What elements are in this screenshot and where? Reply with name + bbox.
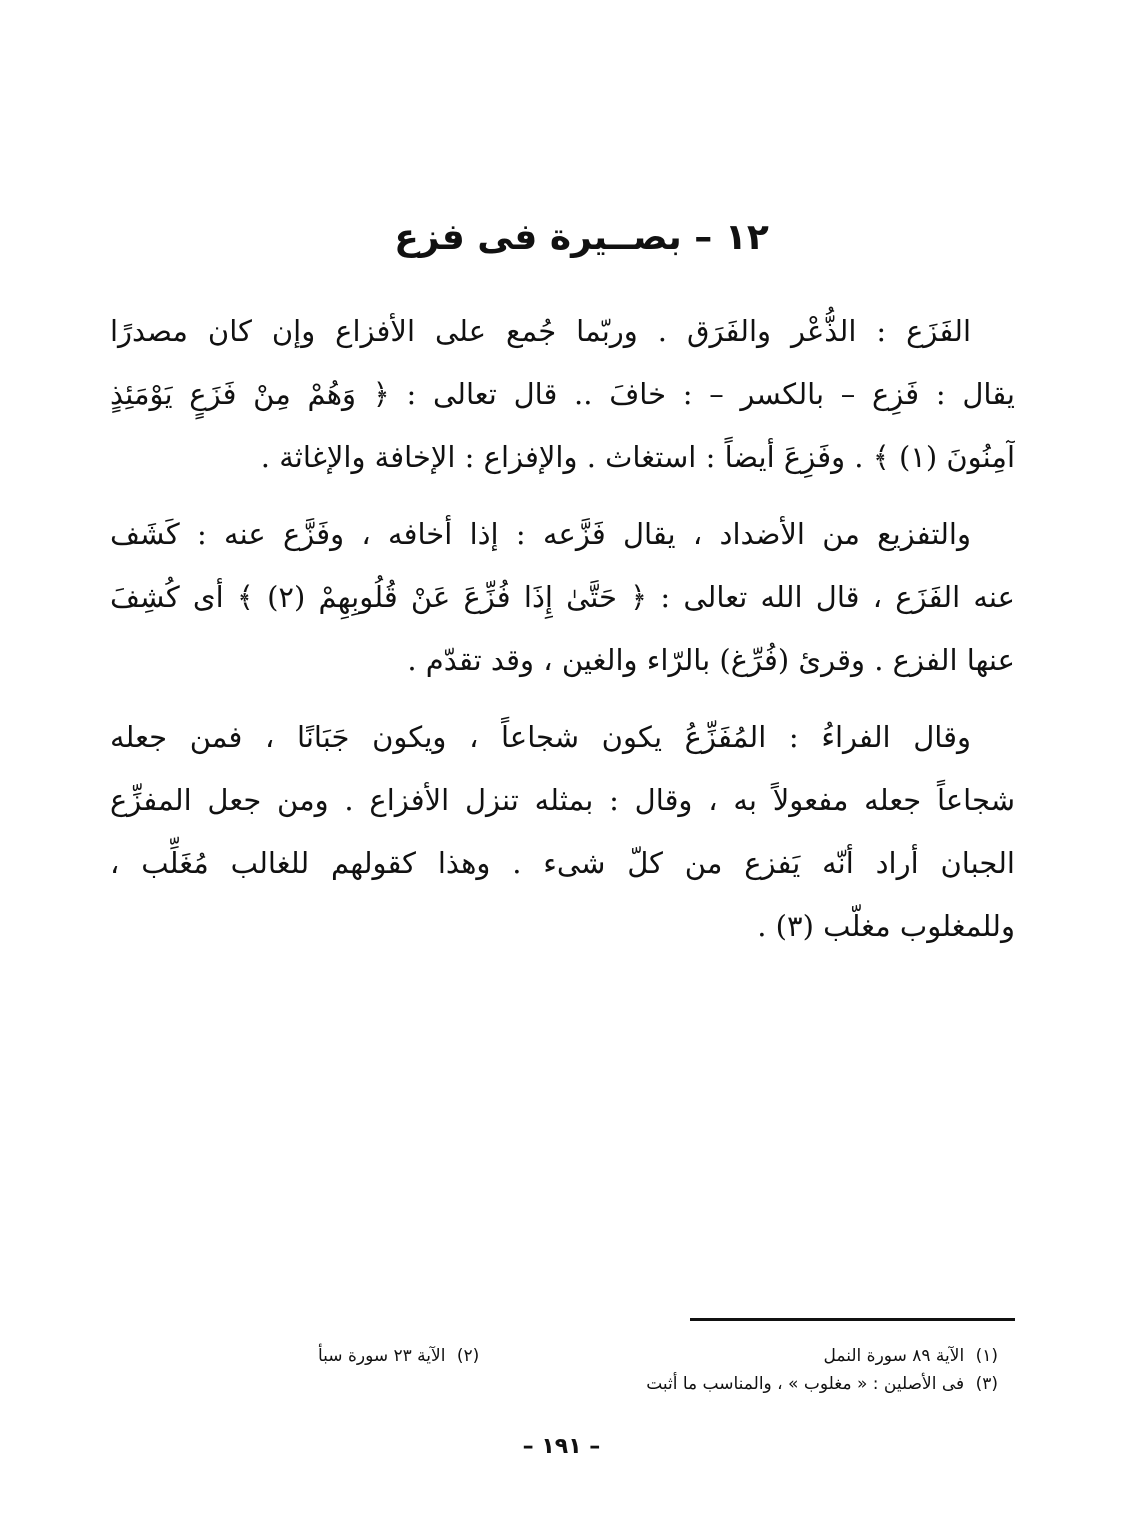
footnote-number: (١)	[975, 1346, 998, 1366]
footnote-2	[318, 1342, 479, 1370]
text-line: يقال : فَزِع – بالكسر – : خافَ .. قال تعالى : ﴿ وَهُمْ مِنْ فَزَعٍ يَوْمَئِذٍ	[110, 377, 1015, 411]
footnote-text: فى الأصلين : « مغلوب » ، والمناسب ما أثبت	[646, 1374, 965, 1394]
paragraph-2	[110, 503, 1015, 692]
footnote-row	[318, 1342, 998, 1370]
text-line: وللمغلوب مغلّب (٣) .	[757, 909, 1015, 943]
section-title: ١٢ – بصــيرة فى فزع	[394, 217, 769, 258]
page-number: – ١٩١ –	[522, 1434, 601, 1459]
body-text	[110, 300, 1015, 972]
paragraph-3	[110, 706, 1015, 958]
text-line: عنها الفزع . وقرئ (فُرِّغ) بالرّاء والغين ، وقد تقدّم .	[407, 643, 1015, 677]
text-line: آمِنُونَ (١) ﴾ . وفَزِعَ أيضاً : استغاث . والإفزاع : الإخافة والإغاثة .	[260, 440, 1015, 474]
paragraph-1	[110, 300, 1015, 489]
footnote-text: الآية ٢٣ سورة سبأ	[318, 1346, 446, 1366]
footnote-number: (٣)	[975, 1374, 998, 1394]
text-line: الجبان أراد أنّه يَفزع من كلّ شىء . وهذا كقولهم للغالب مُغَلِّب ،	[110, 846, 1015, 880]
text-line: عنه الفَزَع ، قال الله تعالى : ﴿ حَتَّىٰ إِذَا فُزِّعَ عَنْ قُلُوبِهِمْ (٢) ﴾ أى كُشِفَ	[110, 580, 1015, 614]
text-line: والتفزيع من الأضداد ، يقال فَزَّعه : إذا أخافه ، وفَزَّع عنه : كَشَف	[110, 517, 971, 551]
footnote-3	[646, 1370, 998, 1398]
footnote-text: الآية ٨٩ سورة النمل	[823, 1346, 965, 1366]
footnote-1	[824, 1342, 998, 1370]
footnote-row	[318, 1370, 998, 1398]
footnote-number: (٢)	[456, 1346, 480, 1366]
text-line: شجاعاً جعله مفعولاً به ، وقال : بمثله تنزل الأفزاع . ومن جعل المفزِّع	[110, 783, 1015, 817]
footnote-separator	[690, 1318, 1015, 1321]
text-line: الفَزَع : الذُّعْر والفَرَق . وربّما جُمع على الأفزاع وإن كان مصدرًا	[110, 314, 971, 348]
footnotes	[318, 1342, 998, 1398]
text-line: وقال الفراءُ : المُفَزِّعُ يكون شجاعاً ، ويكون جَبَانًا ، فمن جعله	[110, 720, 971, 754]
